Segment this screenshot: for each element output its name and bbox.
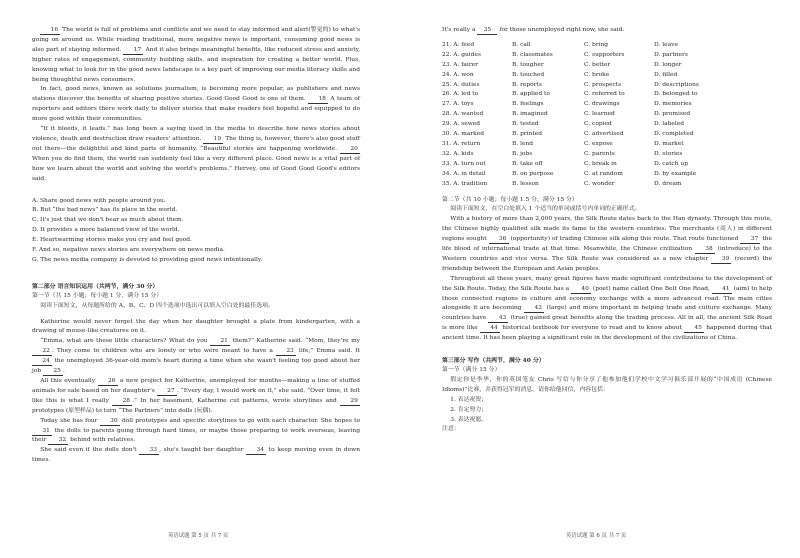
writing-prompt: 假定你是李华，你的英国笔友 Chris 写信与你分享了他参加他们学校中文学习俱乐部开展的“中国成语 (Chinese Idioms)”比赛，并获得冠军的消息。请你给他回信，内容包括： bbox=[442, 376, 772, 393]
cloze-option: C. learned bbox=[584, 111, 615, 118]
cloze-option: B. on purpose bbox=[512, 170, 554, 177]
passage-paragraph: In fact, good news, known as solutions journalism, is becoming more popular, as publishers and news stations discover the benefits of sharing positive stories. Good Good Good is one of them. 18 A team of reporters and editors there work daily to deliver stories that make readers feel hopeful and equipped to do more good within their communities. bbox=[32, 86, 360, 123]
reading-passage bbox=[32, 26, 360, 185]
cloze-option: B. imagined bbox=[512, 111, 548, 118]
cloze-option: C. parents bbox=[584, 150, 615, 157]
answer-blank[interactable]: 18 bbox=[308, 96, 328, 104]
writing-point: 2. 肯定努力； bbox=[450, 406, 488, 413]
answer-blank[interactable]: 17 bbox=[123, 47, 143, 55]
option-item: A. Share good news with people around you. bbox=[32, 197, 166, 204]
cloze-option: 25. A. duties bbox=[442, 81, 480, 88]
answer-blank[interactable]: 31 bbox=[32, 428, 52, 436]
answer-blank[interactable]: 38 bbox=[695, 246, 715, 254]
answer-blank[interactable]: 43 bbox=[488, 315, 508, 323]
cloze-option: 30. A. marked bbox=[442, 131, 484, 138]
cloze-option: 23. A. fairer bbox=[442, 61, 478, 68]
cloze-option: D. promised bbox=[654, 111, 691, 118]
answer-blank[interactable]: 24 bbox=[32, 358, 52, 366]
answer-blank[interactable]: 34 bbox=[246, 447, 266, 455]
cloze-option: D. market bbox=[654, 140, 684, 147]
cloze-option: 32. A. kids bbox=[442, 150, 474, 157]
cloze-option: 35. A. tradition bbox=[442, 180, 488, 187]
cloze-option: B. lesson bbox=[512, 180, 539, 187]
silk-route-passage bbox=[442, 215, 772, 344]
answer-blank[interactable]: 41 bbox=[712, 286, 732, 294]
cloze-option: D. leave bbox=[654, 41, 678, 48]
answer-blank[interactable]: 20 bbox=[340, 146, 360, 154]
cloze-option: C. wonder bbox=[584, 180, 615, 187]
cloze-option: D. catch up bbox=[654, 160, 688, 167]
answer-blank[interactable]: 32 bbox=[48, 437, 68, 445]
passage-paragraph: 16 The world is full of problems and conflicts and we need to stay informed and alert(警觉的) to what's going on around us. While reading traditional, more negative news is important, consuming good news is also part of staying informed. 17 And it also brings meaningful benefits, like reduced stress and anxiety, higher rates of engagement, community building skills, and inspiration for creating a better world. Plus, knowing what to look for in the good news landscape is a key part of improving our media literacy skills and being thoughtful news consumers. bbox=[32, 27, 360, 83]
option-item: B. But “the bad news” has its place in the world. bbox=[32, 207, 178, 214]
cloze-option: B. tougher bbox=[512, 61, 544, 68]
section1-heading: 第一节（共 15 小题；每小题 1 分，满分 15 分） bbox=[32, 292, 163, 299]
cloze-paragraph: All this eventually 26 a new project for Katherine, unemployed for months—making a line of stuffed animals for sale based on her daughter's 27 . “Every day, I would work on it,” she said. “Over time, it felt like this is what I really 28 .” In her basement, Katherine cut patterns, wrote storylines and 29 prototypes (原型样品) to turn “The Partners” into dolls (玩偶). bbox=[32, 378, 361, 414]
cloze-option: C. supporters bbox=[584, 51, 625, 58]
cloze-option: D. filled bbox=[654, 71, 678, 78]
cloze-option: B. reports bbox=[512, 81, 542, 88]
cloze-tail: It's really a 35 for those unemployed right now, she said. bbox=[442, 27, 625, 33]
cloze-option: B. take off bbox=[512, 160, 543, 167]
silk-paragraph: Throughout all these years, many great figures have made significant contributions to the development of the Silk Route. Today, the Silk Route has a 40 (poet) name called One Belt One Road, 41 (aim) to help those connected regions in culture and economy exchange with a more advanced road. The main cities alongside it are becoming 42 (large) and more important in helping trade and culture exchange. Many countries have 43 (true) gained great benefits along the trading process. All in all, the ancient Silk Road is more like 44 historical textbook for everyone to read and to know about 45 happened during that ancient time. It has been playing a significant role in the development of the civilizations of China. bbox=[442, 275, 773, 342]
answer-blank[interactable]: 37 bbox=[740, 236, 760, 244]
answer-blank[interactable]: 44 bbox=[480, 325, 500, 333]
cloze-option: B. classmates bbox=[512, 51, 553, 58]
cloze-option: D. stories bbox=[654, 150, 683, 157]
answer-blank[interactable]: 29 bbox=[340, 398, 360, 406]
cloze-option: B. tested bbox=[512, 121, 539, 128]
answer-blank[interactable]: 28 bbox=[112, 398, 132, 406]
option-item: E. Heartwarming stories make you cry and feel good. bbox=[32, 237, 192, 244]
cloze-option: 31. A. return bbox=[442, 140, 481, 147]
section1-instruction: 阅读下面短文，从每题所给的 A、B、C、D 四个选项中选出可以填入空白处的最佳选项。 bbox=[40, 302, 274, 309]
cloze-option: 33. A. turn out bbox=[442, 160, 486, 167]
cloze-option: D. memories bbox=[654, 101, 692, 108]
cloze-option: D. belonged to bbox=[654, 91, 698, 98]
answer-blank[interactable]: 21 bbox=[210, 338, 230, 346]
answer-blank[interactable]: 25 bbox=[43, 368, 63, 376]
section2-instruction: 阅读下面短文，在空白处填入 1 个适当的单词或括号内单词的正确形式。 bbox=[450, 206, 641, 213]
cloze-passage bbox=[32, 318, 360, 467]
cloze-option: C. prospects bbox=[584, 81, 622, 88]
right-page-footer: 英语试题 第 6 页 共 7 页 bbox=[566, 533, 627, 539]
answer-blank[interactable]: 45 bbox=[684, 325, 704, 333]
answer-blank[interactable]: 30 bbox=[100, 418, 120, 426]
cloze-option: C. advertised bbox=[584, 131, 624, 138]
cloze-option: B. touched bbox=[512, 71, 545, 78]
left-page-footer: 英语试题 第 5 页 共 7 页 bbox=[168, 533, 229, 539]
cloze-option: 29. A. sewed bbox=[442, 121, 481, 128]
cloze-option: B. feelings bbox=[512, 101, 544, 108]
cloze-option: C. at random bbox=[584, 170, 623, 177]
cloze-options-grid bbox=[442, 41, 772, 190]
cloze-option: D. completed bbox=[654, 131, 694, 138]
cloze-option: 27. A. toys bbox=[442, 101, 474, 108]
answer-blank[interactable]: 42 bbox=[524, 305, 544, 313]
cloze-option: C. broke bbox=[584, 71, 610, 78]
answer-blank[interactable]: 27 bbox=[157, 388, 177, 396]
passage-paragraph: “If it bleeds, it leads.” has long been a saying used in the media to describe how news stories about violence, death and destruction draw readers' attention. 19 The thing is, however, there's also good stuff out there—the delightful and kind parts of humanity. “Beautiful stories are happening worldwide. 20 When you do find them, the world can suddenly feel like a very different place. Good news is a vital part of how we learn about the world and solving the world's problems.” Hervey, one of Good Good Good's editors said. bbox=[32, 126, 360, 182]
answer-blank[interactable]: 36 bbox=[489, 236, 509, 244]
cloze-paragraph: She said even if the dolls don't 33 , she's taught her daughter 34 to keep moving even in down times. bbox=[32, 447, 360, 464]
cloze-option: 24. A. won bbox=[442, 71, 474, 78]
cloze-option: 28. A. wanted bbox=[442, 111, 484, 118]
cloze-option: 34. A. in detail bbox=[442, 170, 486, 177]
option-item: C. It's just that we don't hear as much about them. bbox=[32, 217, 184, 224]
note-label: 注意： bbox=[442, 426, 460, 433]
cloze-option: D. longer bbox=[654, 61, 682, 68]
cloze-option: C. bring bbox=[584, 41, 609, 48]
cloze-option: B. printed bbox=[512, 131, 542, 138]
cloze-option: D. descriptions bbox=[654, 81, 699, 88]
writing-point: 3. 表达祝愿。 bbox=[450, 416, 488, 423]
answer-blank[interactable]: 26 bbox=[98, 378, 118, 386]
cloze-option: D. partners bbox=[654, 51, 688, 58]
cloze-option: C. break in bbox=[584, 160, 617, 167]
reading-options bbox=[32, 197, 360, 266]
answer-blank[interactable]: 35 bbox=[477, 27, 497, 35]
option-item: G. The news media company is devoted to providing good news intentionally. bbox=[32, 256, 263, 263]
answer-blank[interactable]: 22 bbox=[32, 348, 52, 356]
cloze-option: C. drawings bbox=[584, 101, 620, 108]
writing-section1-heading: 第一节（满分 15 分） bbox=[442, 367, 501, 373]
cloze-paragraph: “Emma, what are these little characters? What do you 21 them?” Katherine said. “Mom, they're my 22 . They come to children who are lonely or who were meant to have a 23 life,” Emma said. It 24 the unemployed 36-year-old mom's heart during a time when she wasn't feeling too good about her job 25 . bbox=[32, 338, 360, 375]
cloze-option: B. call bbox=[512, 41, 531, 48]
right-page bbox=[442, 26, 772, 435]
answer-blank[interactable]: 33 bbox=[139, 447, 159, 455]
cloze-option: D. dream bbox=[654, 180, 682, 187]
cloze-option: B. lend bbox=[512, 140, 534, 147]
part3-heading: 第三部分 写作（共两节，满分 40 分） bbox=[442, 357, 545, 365]
cloze-option: 22. A. guides bbox=[442, 51, 481, 58]
part2-heading: 第二部分 语言知识运用（共两节，满分 30 分） bbox=[32, 282, 159, 290]
option-item: D. It provides a more balanced view of the world. bbox=[32, 227, 180, 234]
cloze-option: B. applied to bbox=[512, 91, 550, 98]
cloze-option: C. copied bbox=[584, 121, 612, 128]
cloze-option: C. better bbox=[584, 61, 611, 68]
answer-blank[interactable]: 19 bbox=[203, 136, 223, 144]
cloze-option: D. labeled bbox=[654, 121, 685, 128]
cloze-option: C. referred to bbox=[584, 91, 625, 98]
answer-blank[interactable]: 23 bbox=[276, 348, 296, 356]
cloze-paragraph: Katherine would never forget the day when her daughter brought a plate from kindergarten, with a drawing of mouse-like creatures on it. bbox=[32, 318, 360, 335]
cloze-option: 21. A. feed bbox=[442, 41, 475, 48]
cloze-option: B. jobs bbox=[512, 150, 533, 157]
writing-point: 1. 表达祝贺； bbox=[450, 396, 488, 403]
cloze-option: C. expose bbox=[584, 140, 613, 147]
left-page bbox=[32, 26, 360, 466]
cloze-option: 26. A. led to bbox=[442, 91, 479, 98]
answer-blank[interactable]: 40 bbox=[571, 286, 591, 294]
cloze-option: D. by example bbox=[654, 170, 697, 177]
cloze-paragraph: Today she has four 30 doll prototypes and specific storylines to go with each character. She hopes to 31 the dolls to parents going through hard times, or maybe those preparing to work overseas, leaving their 32 behind with relatives. bbox=[32, 417, 360, 444]
answer-blank[interactable]: 39 bbox=[711, 256, 731, 264]
answer-blank[interactable]: 16 bbox=[40, 27, 60, 35]
option-item: F. And so, negative news stories are everywhere on news media. bbox=[32, 247, 225, 254]
silk-paragraph: With a history of more than 2,000 years, the Silk Route dates back to the Han dynasty. Through this route, the Chinese highly qualified silk made its fame to the western countries. The merchants (商人) in different regions sought 36 (opportunity) of trading Chinese silk along this route. That route functioned 37 the life blood of international trade at that time. Meanwhile, the Chinese civilization 38 (introduce) to the Western countries and vice versa. The Silk Route was considered as a new chapter 39 (record) the friendship between the European and Asian peoples. bbox=[442, 216, 772, 272]
section2-heading: 第二节（共 10 小题；每小题 1.5 分，满分 15 分） bbox=[442, 196, 578, 203]
